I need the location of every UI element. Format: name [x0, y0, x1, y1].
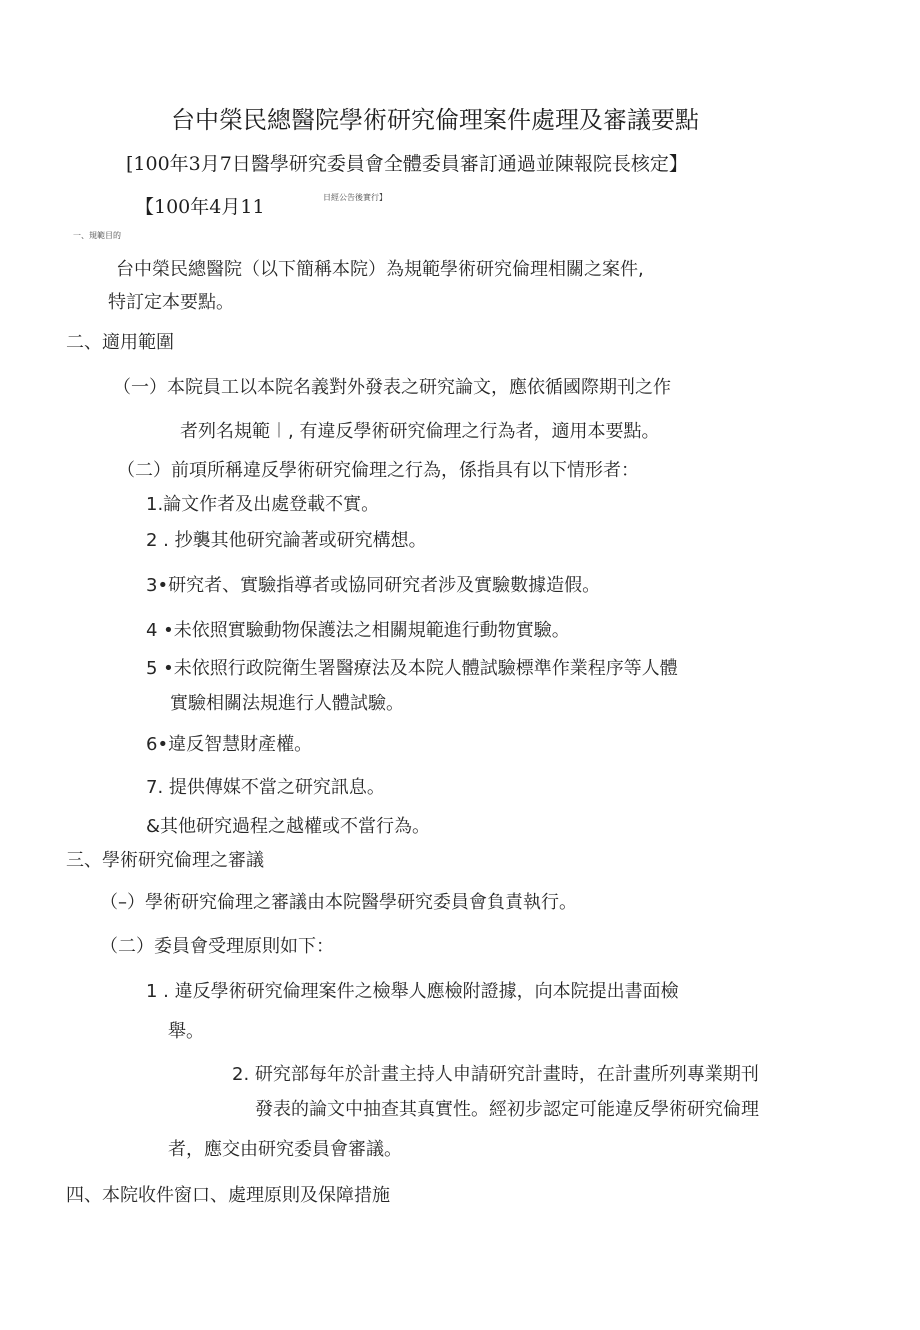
list-item: 7. 提供傳媒不當之研究訊息。 — [146, 777, 385, 798]
list-item: 4 •未依照實驗動物保護法之相關規範進行動物實驗。 — [146, 620, 570, 641]
section-1-text-cont: 特訂定本要點。 — [108, 292, 234, 313]
section-3-heading: 三、學術研究倫理之審議 — [66, 850, 264, 871]
section-2-heading: 二、適用範圍 — [66, 332, 174, 353]
document-title: 台中榮民總醫院學術研究倫理案件處理及審議要點 — [171, 106, 699, 134]
list-item: 1.論文作者及出處登載不實。 — [146, 494, 380, 515]
list-item-cont: 實驗相關法規進行人體試驗。 — [170, 693, 404, 714]
section-1-text: 台中榮民總醫院（以下簡稱本院）為規範學術研究倫理相關之案件, — [116, 259, 644, 280]
effective-date-note: 日經公告後實行】 — [323, 193, 387, 202]
list-item: 3•研究者、實驗指導者或協同研究者涉及實驗數據造假。 — [146, 575, 601, 596]
section-1-heading: 一、規範目的 — [73, 231, 121, 240]
section-3-sub-1-cont: 舉。 — [168, 1021, 204, 1042]
section-3-sub-1: 1 . 違反學術研究倫理案件之檢舉人應檢附證據，向本院提出書面檢 — [146, 981, 679, 1002]
list-item: &其他研究過程之越權或不當行為。 — [146, 816, 431, 837]
section-2-item-1: （一）本院員工以本院名義對外發表之研究論文，應依循國際期刊之作 — [113, 377, 671, 398]
section-3-sub-2: 2. 研究部每年於計畫主持人申請研究計畫時，在計畫所列專業期刊 — [232, 1064, 759, 1085]
list-item: 2 . 抄襲其他研究論著或研究構想。 — [146, 530, 427, 551]
section-3-sub-2-cont: 發表的論文中抽查其真實性。經初步認定可能違反學術研究倫理 — [255, 1099, 759, 1120]
list-item: 5 •未依照行政院衛生署醫療法及本院人體試驗標準作業程序等人體 — [146, 658, 678, 679]
section-2-item-1-cont: 者列名規範︱, 有違反學術研究倫理之行為者，適用本要點。 — [180, 421, 660, 442]
list-item: 6•違反智慧財產權。 — [146, 734, 313, 755]
section-2-item-2: （二）前項所稱違反學術研究倫理之行為，係指具有以下情形者： — [117, 460, 639, 481]
section-3-sub-2-cont: 者，應交由研究委員會審議。 — [168, 1139, 402, 1160]
section-4-heading: 四、本院收件窗口、處理原則及保障措施 — [66, 1185, 390, 1206]
approval-note: [100年3月7日醫學研究委員會全體委員審訂通過並陳報院長核定】 — [126, 153, 688, 175]
effective-date: 【100年4月11 — [135, 196, 265, 218]
section-3-item-1: （–）學術研究倫理之審議由本院醫學研究委員會負責執行。 — [100, 892, 577, 913]
section-3-item-2: （二）委員會受理原則如下： — [100, 936, 334, 957]
